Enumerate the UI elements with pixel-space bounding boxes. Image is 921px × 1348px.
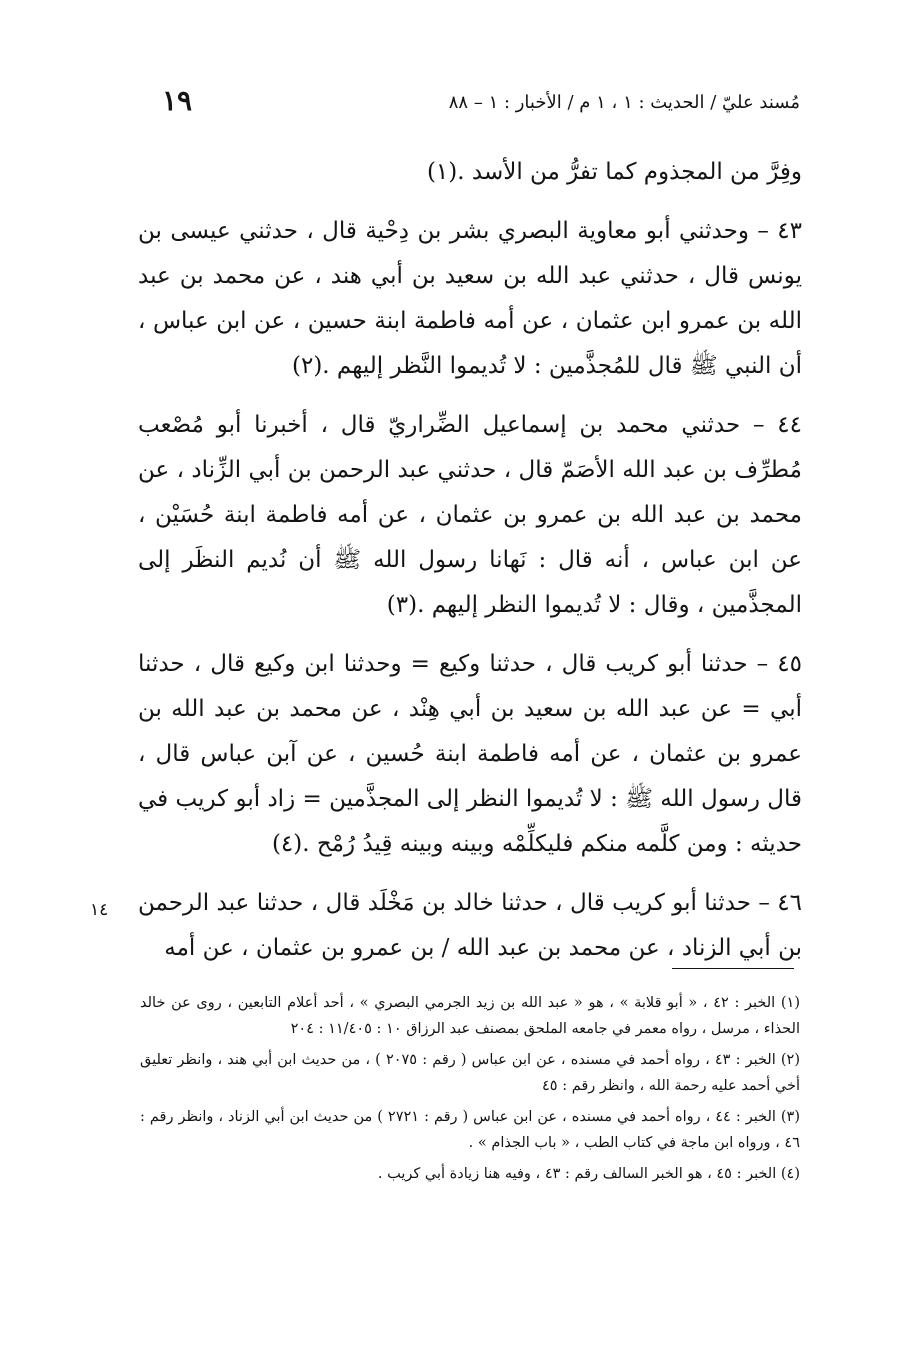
page-number: ١٩ — [162, 84, 193, 117]
main-text — [138, 150, 802, 985]
page-header — [140, 84, 800, 124]
margin-marker: ١٤ — [90, 900, 109, 920]
footnote-4: (٤) الخبر : ٤٥ ، هو الخبر السالف رقم : ٤٣ ، وفيه هنا زيادة أبي كريب . — [377, 1166, 800, 1182]
running-head: مُسند عليّ / الحديث : ١ ، ١ م / الأخبار : ١ – ٨٨ — [448, 92, 800, 113]
hadith-46: ٤٦ – حدثنا أبو كريب قال ، حدثنا خالد بن مَخْلَد قال ، حدثنا عبد الرحمن بن أبي الزناد ، عن محمد بن عبد الله / بن عمرو بن عثمان ، عن أمه — [138, 890, 802, 961]
continuation-paragraph: وفِرَّ من المجذوم كما تفرُّ من الأسد .(١) — [426, 159, 802, 185]
footnote-divider — [672, 968, 794, 969]
hadith-43: ٤٣ – وحدثني أبو معاوية البصري بشر بن دِحْية قال ، حدثني عيسى بن يونس قال ، حدثني عبد الله بن سعيد بن أبي هند ، عن محمد بن عبد الله بن عمرو ابن عثمان ، عن أمه فاطمة ابنة حسين ، عن ابن عباس ، أن النبي ﷺ قال للمُجذَّمين : لا تُديموا النَّظر إليهم .(٢) — [138, 218, 802, 379]
footnotes — [140, 990, 800, 1192]
hadith-45: ٤٥ – حدثنا أبو كريب قال ، حدثنا وكيع = وحدثنا ابن وكيع قال ، حدثنا أبي = عن عبد الله بن سعيد بن أبي هِنْد ، عن محمد بن عبد الله بن عمرو بن عثمان ، عن أمه فاطمة ابنة حُسين ، عن آبن عباس قال ، قال رسول الله ﷺ : لا تُديموا النظر إلى المجذَّمين = زاد أبو كريب في حديثه : ومن كلَّمه منكم فليكلِّمْه وبينه وبينه قِيدُ رُمْح .(٤) — [138, 651, 802, 857]
footnote-3: (٣) الخبر : ٤٤ ، رواه أحمد في مسنده ، عن ابن عباس ( رقم : ٢٧٢١ ) من حديث ابن أبي الزناد ، وانظر رقم : ٤٦ ، ورواه ابن ماجة في كتاب الطب ، « باب الجذام » . — [140, 1109, 801, 1151]
footnote-1: (١) الخبر : ٤٢ ، « أبو قلابة » ، هو « عبد الله بن زيد الجرمي البصري » ، أحد أعلام التابعين ، روى عن خالد الحذاء ، مرسل ، رواه معمر في جامعه الملحق بمصنف عبد الرزاق ١٠ : ١١/٤٠٥ : ٢٠٤ — [140, 995, 800, 1037]
footnote-2: (٢) الخبر : ٤٣ ، رواه أحمد في مسنده ، عن ابن عباس ( رقم : ٢٠٧٥ ) ، من حديث ابن أبي هند ، وانظر تعليق أخي أحمد عليه رحمة الله ، وانظر رقم : ٤٥ — [140, 1052, 800, 1094]
hadith-44: ٤٤ – حدثني محمد بن إسماعيل الضِّراريّ قال ، أخبرنا أبو مُصْعب مُطرِّف بن عبد الله الأصَمّ قال ، حدثني عبد الرحمن بن أبي الزِّناد ، عن محمد بن عبد الله بن عمرو بن عثمان ، عن أمه فاطمة ابنة حُسَيْن ، عن ابن عباس ، أنه قال : نَهانا رسول الله ﷺ أن نُديم النظَر إلى المجذَّمين ، وقال : لا تُديموا النظر إليهم .(٣) — [138, 412, 802, 618]
